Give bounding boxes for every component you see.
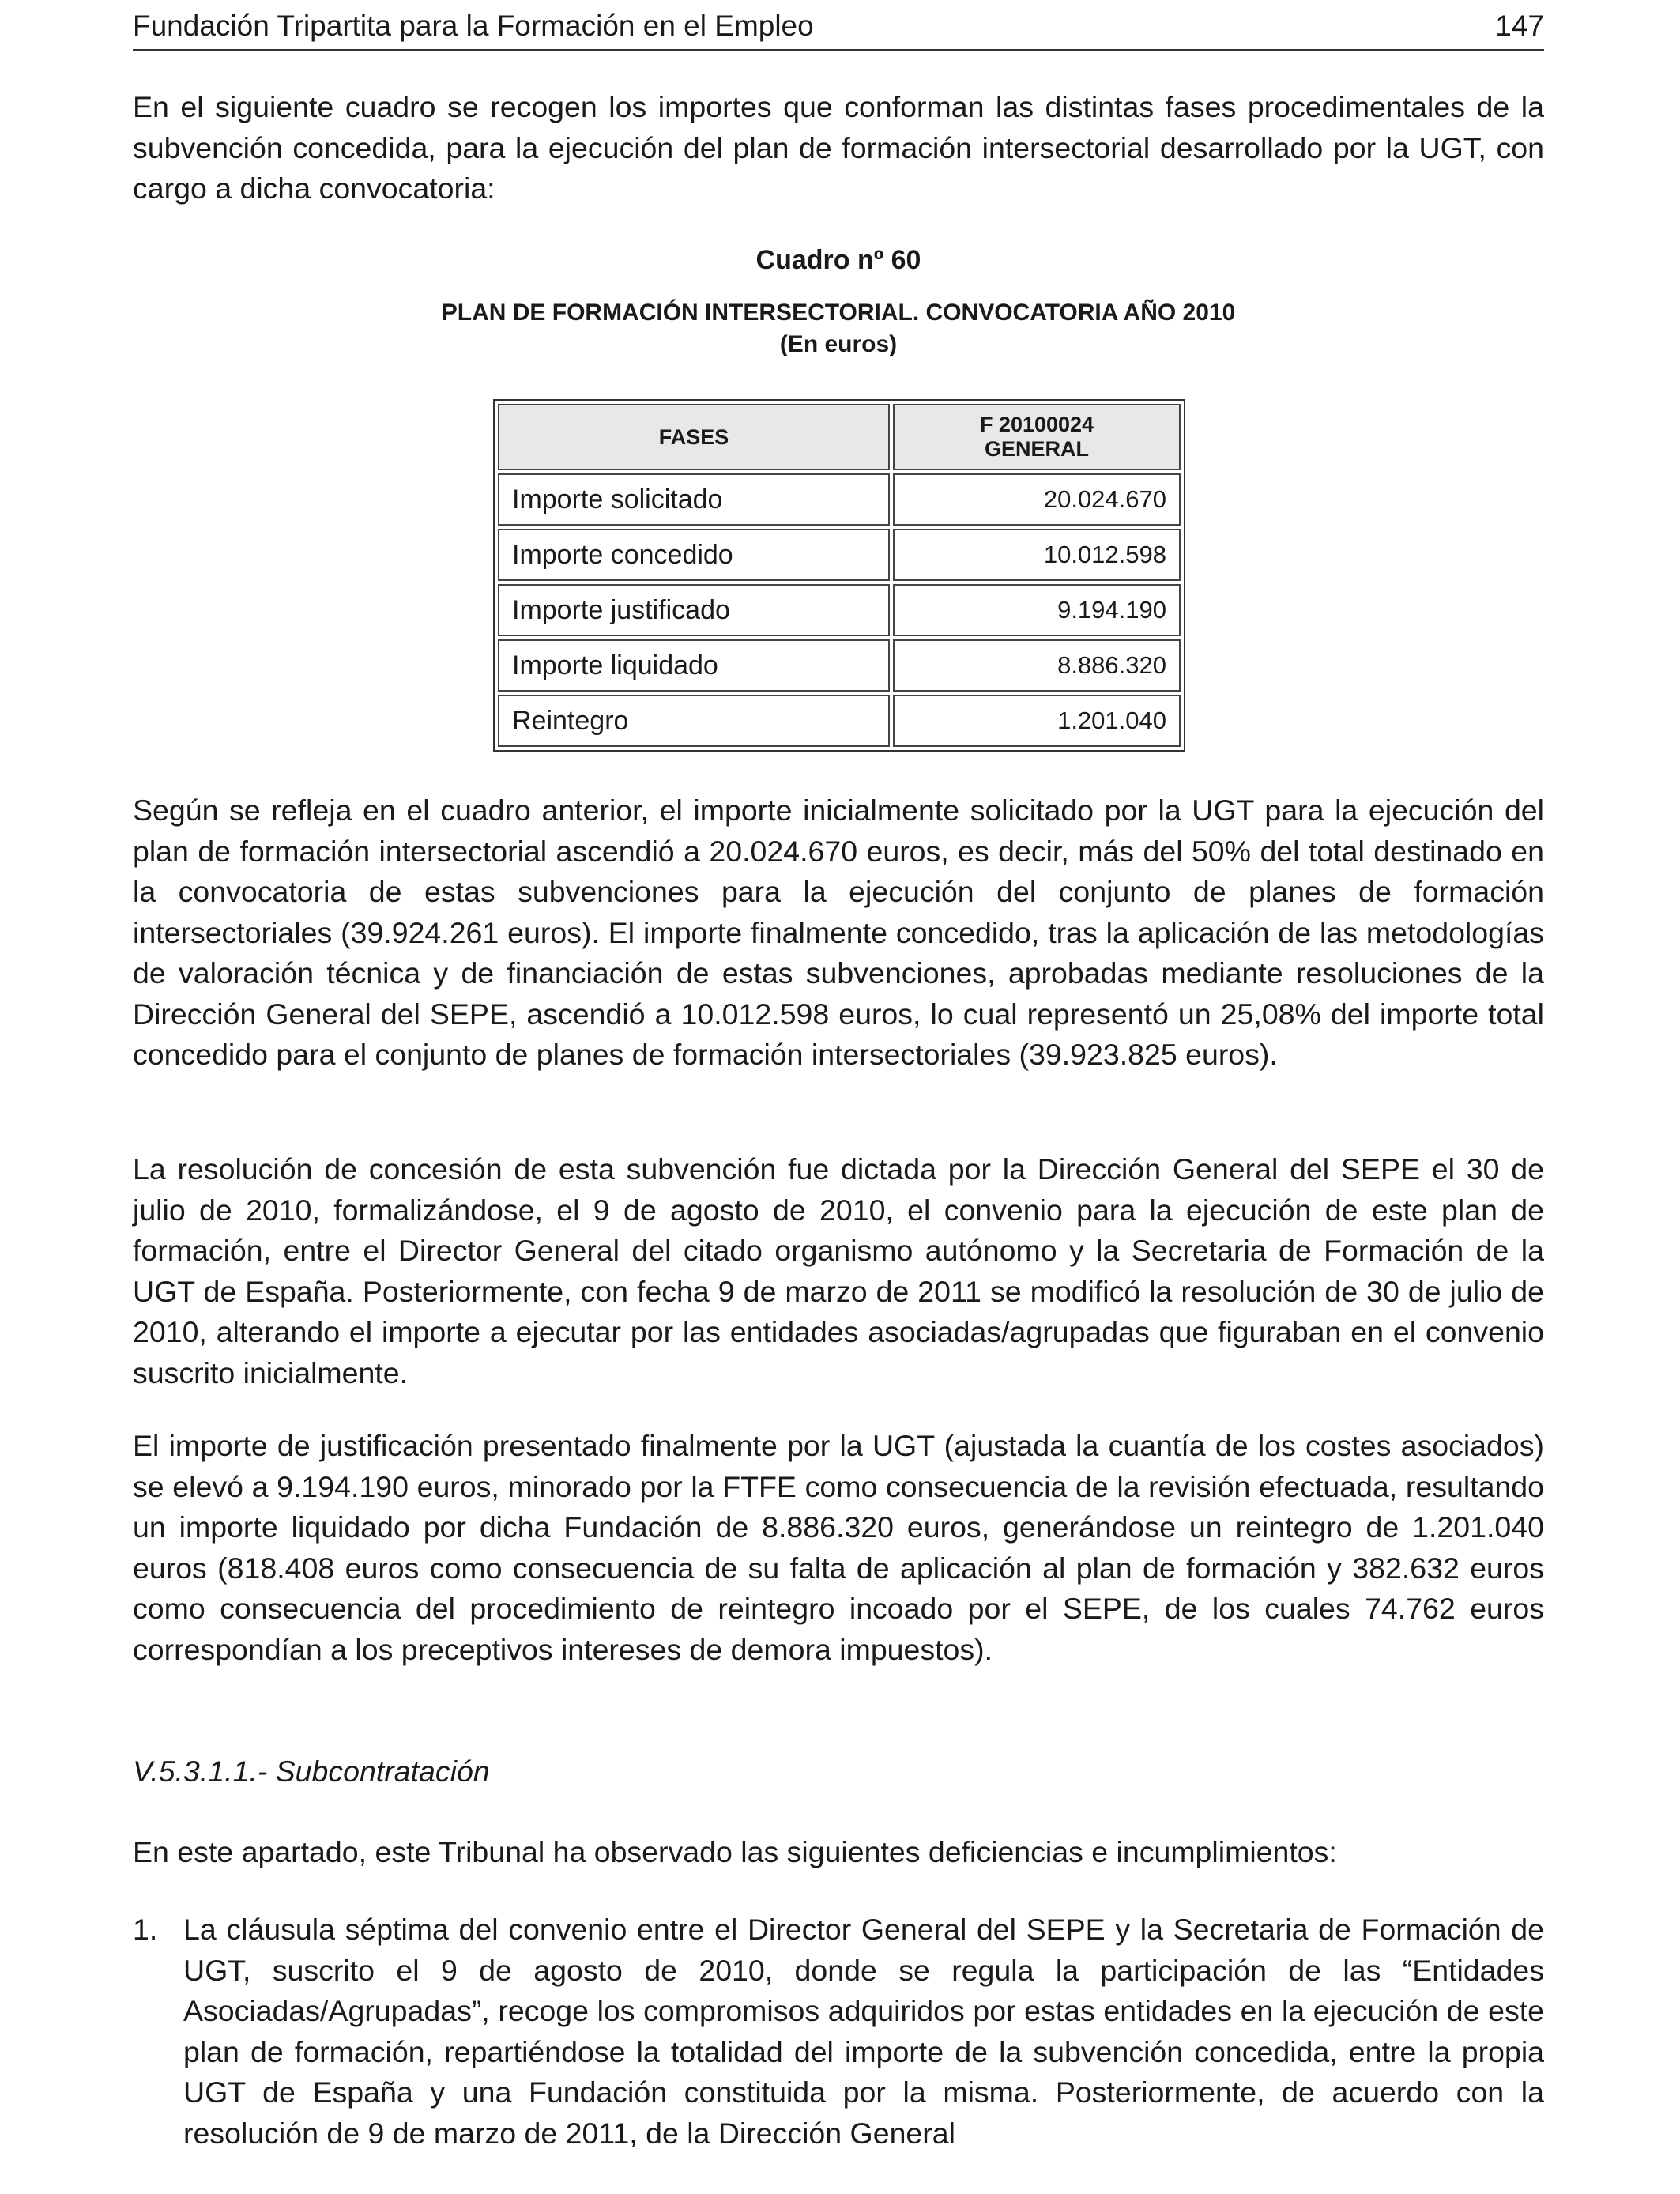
list-item-number: 1. [133, 1913, 158, 1946]
page-header [133, 9, 1544, 51]
document-page [133, 0, 1544, 2194]
row-label: Reintegro [498, 695, 890, 747]
paragraph-justification: El importe de justificación presentado finalmente por la UGT (ajustada la cuantía de los costes asociados) se elevó a 9.194.190 euros, minorado por la FTFE como consecuencia de la revisión efectuada, resultando un importe liquidado por dicha Fundación de 8.886.320 euros, generándose un reintegro de 1.201.040 euros (818.408 euros como consecuencia de su falta de aplicación al plan de formación y 382.632 euros como consecuencia del procedimiento de reintegro incoado por el SEPE, de los cuales 74.762 euros correspondían a los preceptivos intereses de demora impuestos). [133, 1429, 1544, 1666]
numbered-list [133, 1909, 1544, 2154]
row-value: 8.886.320 [893, 639, 1181, 692]
paragraph-deficiencies: En este apartado, este Tribunal ha observado las siguientes deficiencias e incumplimientos: [133, 1835, 1337, 1868]
table-header-row [498, 404, 1181, 470]
row-value: 10.012.598 [893, 529, 1181, 581]
header-general: GENERAL [984, 437, 1089, 461]
row-label: Importe liquidado [498, 639, 890, 692]
header-page-number: 147 [1495, 9, 1544, 42]
row-label: Importe solicitado [498, 473, 890, 526]
table-caption: Cuadro nº 60 [755, 245, 921, 275]
header-code: F 20100024 [979, 413, 1094, 436]
row-label: Importe concedido [498, 529, 890, 581]
table-row [498, 473, 1181, 526]
table-title-block [133, 297, 1544, 360]
table-row [498, 639, 1181, 692]
table-row [498, 695, 1181, 747]
paragraph-summary: Según se refleja en el cuadro anterior, el importe inicialmente solicitado por la UGT para la ejecución del plan de formación intersectorial ascendió a 20.024.670 euros, es decir, más del 50% del total destinado en la convocatoria de estas subvenciones para la ejecución del conjunto de planes de formación intersectoriales (39.924.261 euros). El importe finalmente concedido, tras la aplicación de las metodologías de valoración técnica y de financiación de estas subvenciones, aprobadas mediante resoluciones de la Dirección General del SEPE, ascendió a 10.012.598 euros, lo cual representó un 25,08% del importe total concedido para el conjunto de planes de formación intersectoriales (39.923.825 euros). [133, 794, 1544, 1071]
header-organization: Fundación Tripartita para la Formación en el Empleo [133, 9, 814, 42]
row-value: 1.201.040 [893, 695, 1181, 747]
table-title: PLAN DE FORMACIÓN INTERSECTORIAL. CONVOCATORIA AÑO 2010 [441, 300, 1236, 326]
header-fases: FASES [498, 404, 890, 470]
row-label: Importe justificado [498, 584, 890, 636]
section-heading: V.5.3.1.1.- Subcontratación [133, 1755, 490, 1788]
row-value: 9.194.190 [893, 584, 1181, 636]
paragraph-resolution: La resolución de concesión de esta subvención fue dictada por la Dirección General del SEPE el 30 de julio de 2010, formalizándose, el 9 de agosto de 2010, el convenio para la ejecución de este plan de formación, entre el Director General del citado organismo autónomo y la Secretaria de Formación de la UGT de España. Posteriormente, con fecha 9 de marzo de 2011 se modificó la resolución de 30 de julio de 2010, alterando el importe a ejecutar por las entidades asociadas/agrupadas que figuraban en el convenio suscrito inicialmente. [133, 1152, 1544, 1389]
header-f20100024 [893, 404, 1181, 470]
table-row [498, 584, 1181, 636]
table-row [498, 529, 1181, 581]
list-item-text: La cláusula séptima del convenio entre el Director General del SEPE y la Secretaria de Formación de UGT, suscrito el 9 de agosto de 2010, donde se regula la participación de las “Entidades Asociadas/Agrupadas”, recoge los compromisos adquiridos por estas entidades en la ejecución de este plan de formación, repartiéndose la totalidad del importe de la subvención concedida, entre la propia UGT de España y una Fundación constituida por la misma. Posteriormente, de acuerdo con la resolución de 9 de marzo de 2011, de la Dirección General [183, 1913, 1544, 2150]
table-unit: (En euros) [779, 331, 898, 357]
intro-paragraph: En el siguiente cuadro se recogen los importes que conforman las distintas fases procedimentales de la subvención concedida, para la ejecución del plan de formación intersectorial desarrollado por la UGT, con cargo a dicha convocatoria: [133, 90, 1544, 205]
row-value: 20.024.670 [893, 473, 1181, 526]
phases-table [493, 399, 1185, 752]
